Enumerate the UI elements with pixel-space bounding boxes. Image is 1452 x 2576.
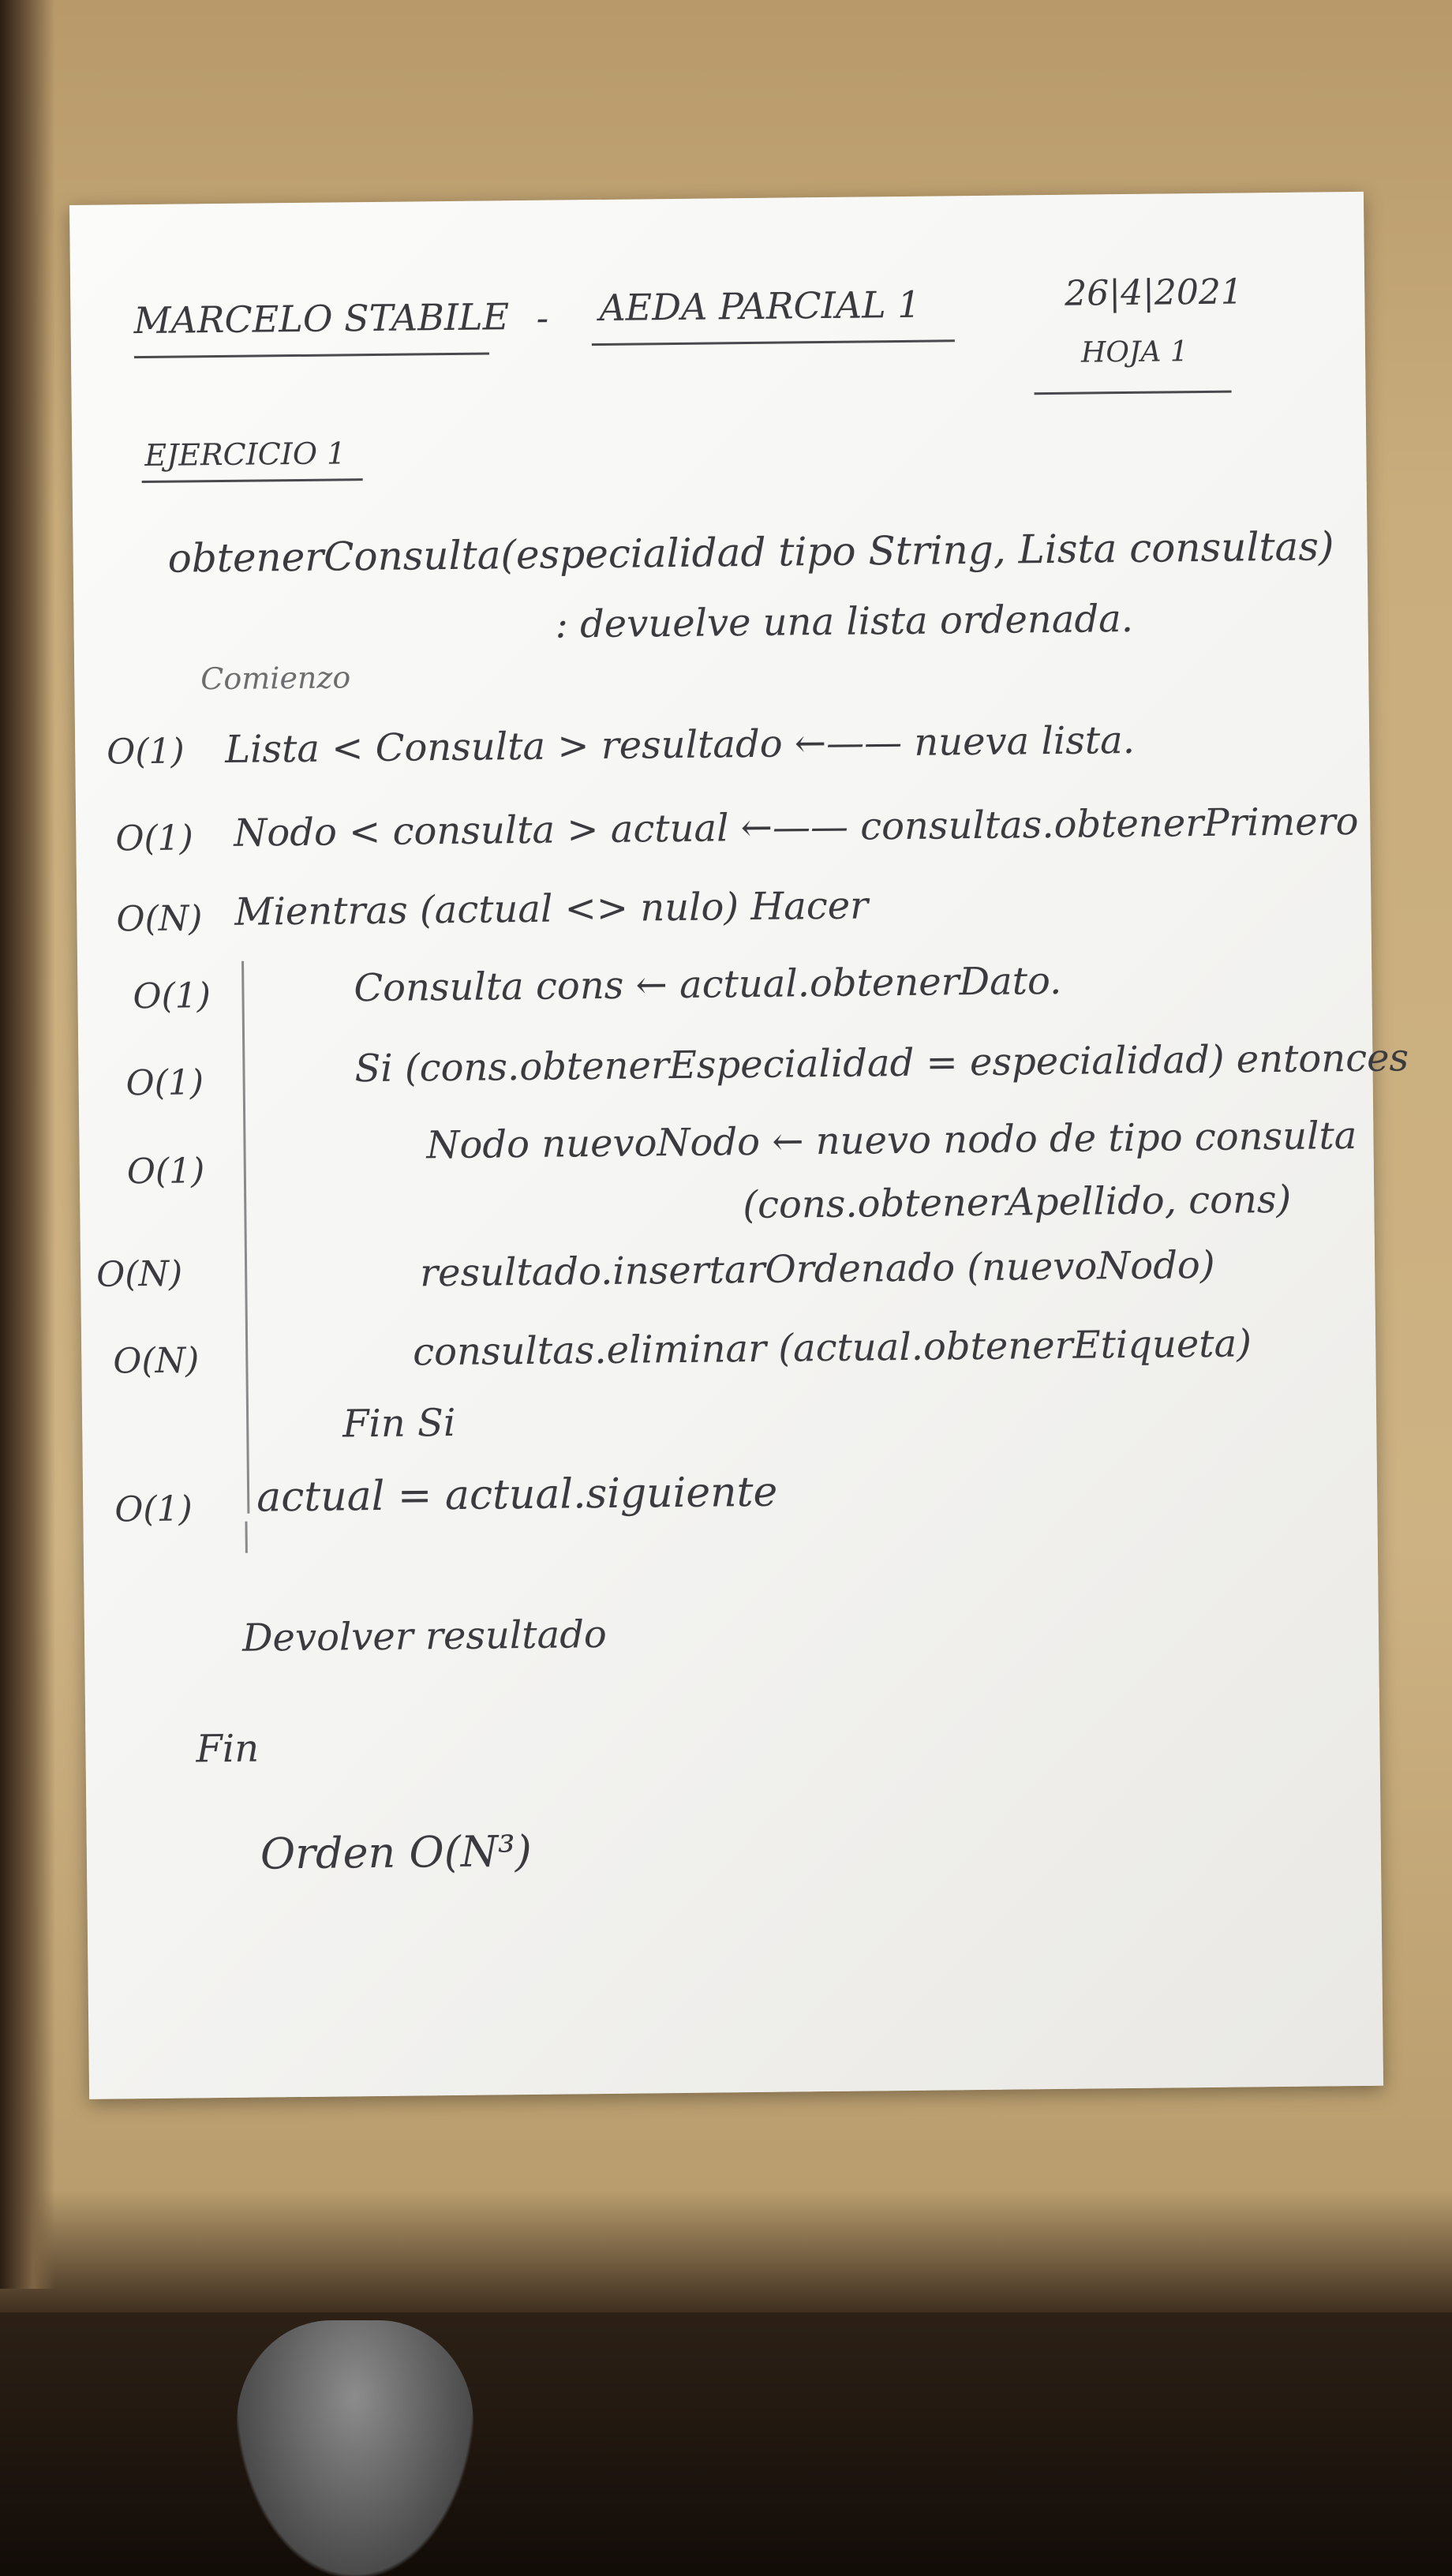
complexity-annotation: O(1) [106,731,185,773]
exam-underline [592,339,955,346]
handwritten-sheet [69,192,1409,2099]
end-if-line: Fin Si [342,1400,456,1447]
function-signature: obtenerConsulta(especialidad tipo String, Lista consultas) [167,523,1334,582]
foot-in-frame [237,2320,473,2576]
return-line: Devolver resultado [241,1612,608,1661]
code-line: actual = actual.siguiente [256,1468,778,1522]
code-line: Nodo nuevoNodo ← nuevo nodo de tipo consulta [426,1113,1357,1168]
floor-background [0,2312,1452,2576]
header-separator: - [536,296,549,339]
exercise-underline [142,478,363,483]
complexity-annotation: O(N) [95,1253,183,1295]
date-underline [1035,391,1232,395]
table-edge [0,0,55,2289]
code-line: Consulta cons ← actual.obtenerDato. [354,958,1062,1011]
begin-keyword: Comienzo [200,660,351,697]
complexity-annotation: O(1) [126,1151,205,1193]
code-line: Mientras (actual <> nulo) Hacer [234,883,869,934]
sheet-number: HOJA 1 [1080,335,1188,369]
author-underline [134,352,489,358]
order-complexity: Orden O(N³) [260,1825,533,1879]
complexity-annotation: O(N) [113,1340,200,1382]
code-line: Lista < Consulta > resultado ←—— nueva lista. [224,717,1136,772]
code-line: resultado.insertarOrdenado (nuevoNodo) [419,1242,1215,1296]
complexity-annotation: O(1) [125,1062,204,1104]
author-name: MARCELO STABILE [133,295,510,343]
complexity-annotation: O(N) [116,898,203,940]
code-line: (cons.obtenerApellido, cons) [743,1177,1292,1228]
loop-guide-line [241,961,249,1514]
end-keyword: Fin [196,1726,260,1772]
complexity-annotation: O(1) [114,1488,193,1530]
exercise-title: EJERCICIO 1 [144,436,346,474]
loop-guide-line [245,1522,247,1553]
code-line: Nodo < consulta > actual ←—— consultas.obtenerPrimero [234,799,1359,856]
code-line: Si (cons.obtenerEspecialidad = especialidad) entonces [354,1035,1409,1091]
function-return-note: : devuelve una lista ordenada. [555,596,1134,647]
complexity-annotation: O(1) [133,975,211,1017]
exam-date: 26|4|2021 [1064,271,1244,314]
code-line: consultas.eliminar (actual.obtenerEtiqueta) [412,1321,1252,1375]
exam-title: AEDA PARCIAL 1 [599,283,921,329]
complexity-annotation: O(1) [115,818,194,859]
